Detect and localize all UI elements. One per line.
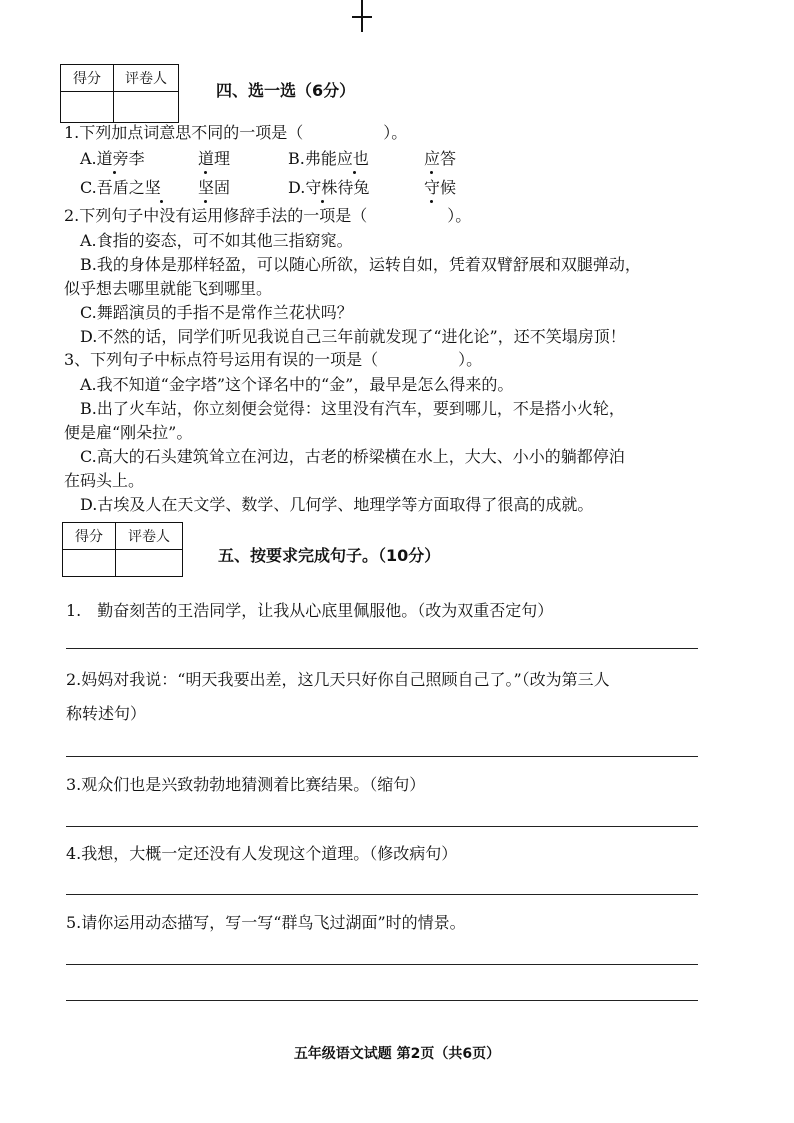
s5-q3-answer-line[interactable]: [66, 826, 698, 827]
emphasis-dot: [160, 200, 163, 203]
s5-q2-answer-line[interactable]: [66, 756, 698, 757]
option-letter: C.: [80, 178, 97, 197]
emphasis-dot: [430, 200, 433, 203]
q2-option-a: A.食指的姿态，可不如其他三指窈窕。: [80, 231, 353, 250]
q1-option-c: [80, 177, 161, 199]
option-letter: B.: [288, 149, 305, 168]
s5-q5: 5.请你运用动态描写，写一写“群鸟飞过湖面”时的情景。: [66, 913, 466, 932]
q1-option-b: [288, 148, 369, 170]
option-phrase: 道旁李: [96, 149, 145, 168]
score-label: 得分: [61, 65, 114, 92]
q2-option-b-line2: 似乎想去哪里就能飞到哪里。: [64, 279, 273, 298]
s5-q4: 4.我想，大概一定还没有人发现这个道理。（修改病句）: [66, 844, 458, 863]
section5-title: 五、按要求完成句子。（10分）: [218, 546, 441, 565]
s5-q5-answer-line-1[interactable]: [66, 964, 698, 965]
emphasis-dot: [113, 171, 116, 174]
s5-q3: 3.观众们也是兴致勃勃地猜测着比赛结果。（缩句）: [66, 775, 426, 794]
q3-option-b-line1: B.出了火车站，你立刻便会觉得：这里没有汽车，要到哪儿，不是搭小火轮，: [80, 399, 625, 418]
q1-option-c-word: 坚固: [198, 178, 231, 197]
q3-option-d: D.古埃及人在天文学、数学、几何学、地理学等方面取得了很高的成就。: [80, 495, 594, 514]
emphasis-dot: [321, 200, 324, 203]
page-footer: 五年级语文试题 第2页（共6页）: [293, 1046, 501, 1062]
option-phrase: 吾盾之坚: [96, 178, 161, 197]
emphasis-dot: [204, 200, 207, 203]
s5-q2-line2: 称转述句）: [66, 704, 147, 723]
q1-option-d: [288, 177, 369, 199]
q3-option-b-line2: 便是雇“刚朵拉”。: [64, 423, 193, 442]
option-phrase: 弗能应也: [304, 149, 369, 168]
q3-option-c-line1: C.高大的石头建筑耸立在河边，古老的桥梁横在水上，大大、小小的躺都停泊: [80, 447, 625, 466]
option-letter: D.: [288, 178, 306, 197]
grader-cell[interactable]: [116, 550, 183, 577]
option-phrase: 守株待兔: [305, 178, 370, 197]
grader-label: 评卷人: [114, 65, 179, 92]
grader-cell[interactable]: [114, 92, 179, 123]
s5-q5-answer-line-2[interactable]: [66, 1000, 698, 1001]
q2-option-c: C.舞蹈演员的手指不是常作兰花状吗？: [80, 303, 353, 322]
section5-score-box: [62, 522, 183, 577]
score-cell[interactable]: [63, 550, 116, 577]
q2-stem: 2.下列句子中没有运用修辞手法的一项是（ ）。: [64, 206, 472, 225]
emphasis-dot: [204, 171, 207, 174]
q1-option-a-word: 道理: [198, 149, 231, 168]
q3-option-a: A.我不知道“金字塔”这个译名中的“金”，最早是怎么得来的。: [80, 375, 514, 394]
s5-q2-line1: 2.妈妈对我说：“明天我要出差，这几天只好你自己照顾自己了。”（改为第三人: [66, 670, 610, 689]
s5-q1-answer-line[interactable]: [66, 648, 698, 649]
q1-option-d-word: 守候: [424, 178, 457, 197]
q1-stem: 1.下列加点词意思不同的一项是（ ）。: [64, 123, 408, 142]
s5-q1: 1. 勤奋刻苦的王浩同学，让我从心底里佩服他。（改为双重否定句）: [66, 601, 554, 620]
q2-option-b-line1: B.我的身体是那样轻盈，可以随心所欲，运转自如，凭着双臂舒展和双腿弹动，: [80, 255, 641, 274]
section4-title: 四、选一选（6分）: [216, 81, 356, 100]
option-letter: A.: [80, 149, 97, 168]
score-label: 得分: [63, 523, 116, 550]
binding-mark-cross: [352, 16, 372, 18]
grader-label: 评卷人: [116, 523, 183, 550]
q3-option-c-line2: 在码头上。: [64, 471, 145, 490]
emphasis-dot: [430, 171, 433, 174]
q1-option-a: [80, 148, 145, 170]
q3-stem: 3、下列句子中标点符号运用有误的一项是（ ）。: [64, 350, 483, 369]
q2-option-d: D.不然的话，同学们听见我说自己三年前就发现了“进化论”，还不笑塌房顶！: [80, 327, 626, 346]
emphasis-dot: [353, 171, 356, 174]
s5-q4-answer-line[interactable]: [66, 894, 698, 895]
section4-score-box: [60, 64, 179, 123]
score-cell[interactable]: [61, 92, 114, 123]
q1-option-b-word: 应答: [424, 149, 457, 168]
